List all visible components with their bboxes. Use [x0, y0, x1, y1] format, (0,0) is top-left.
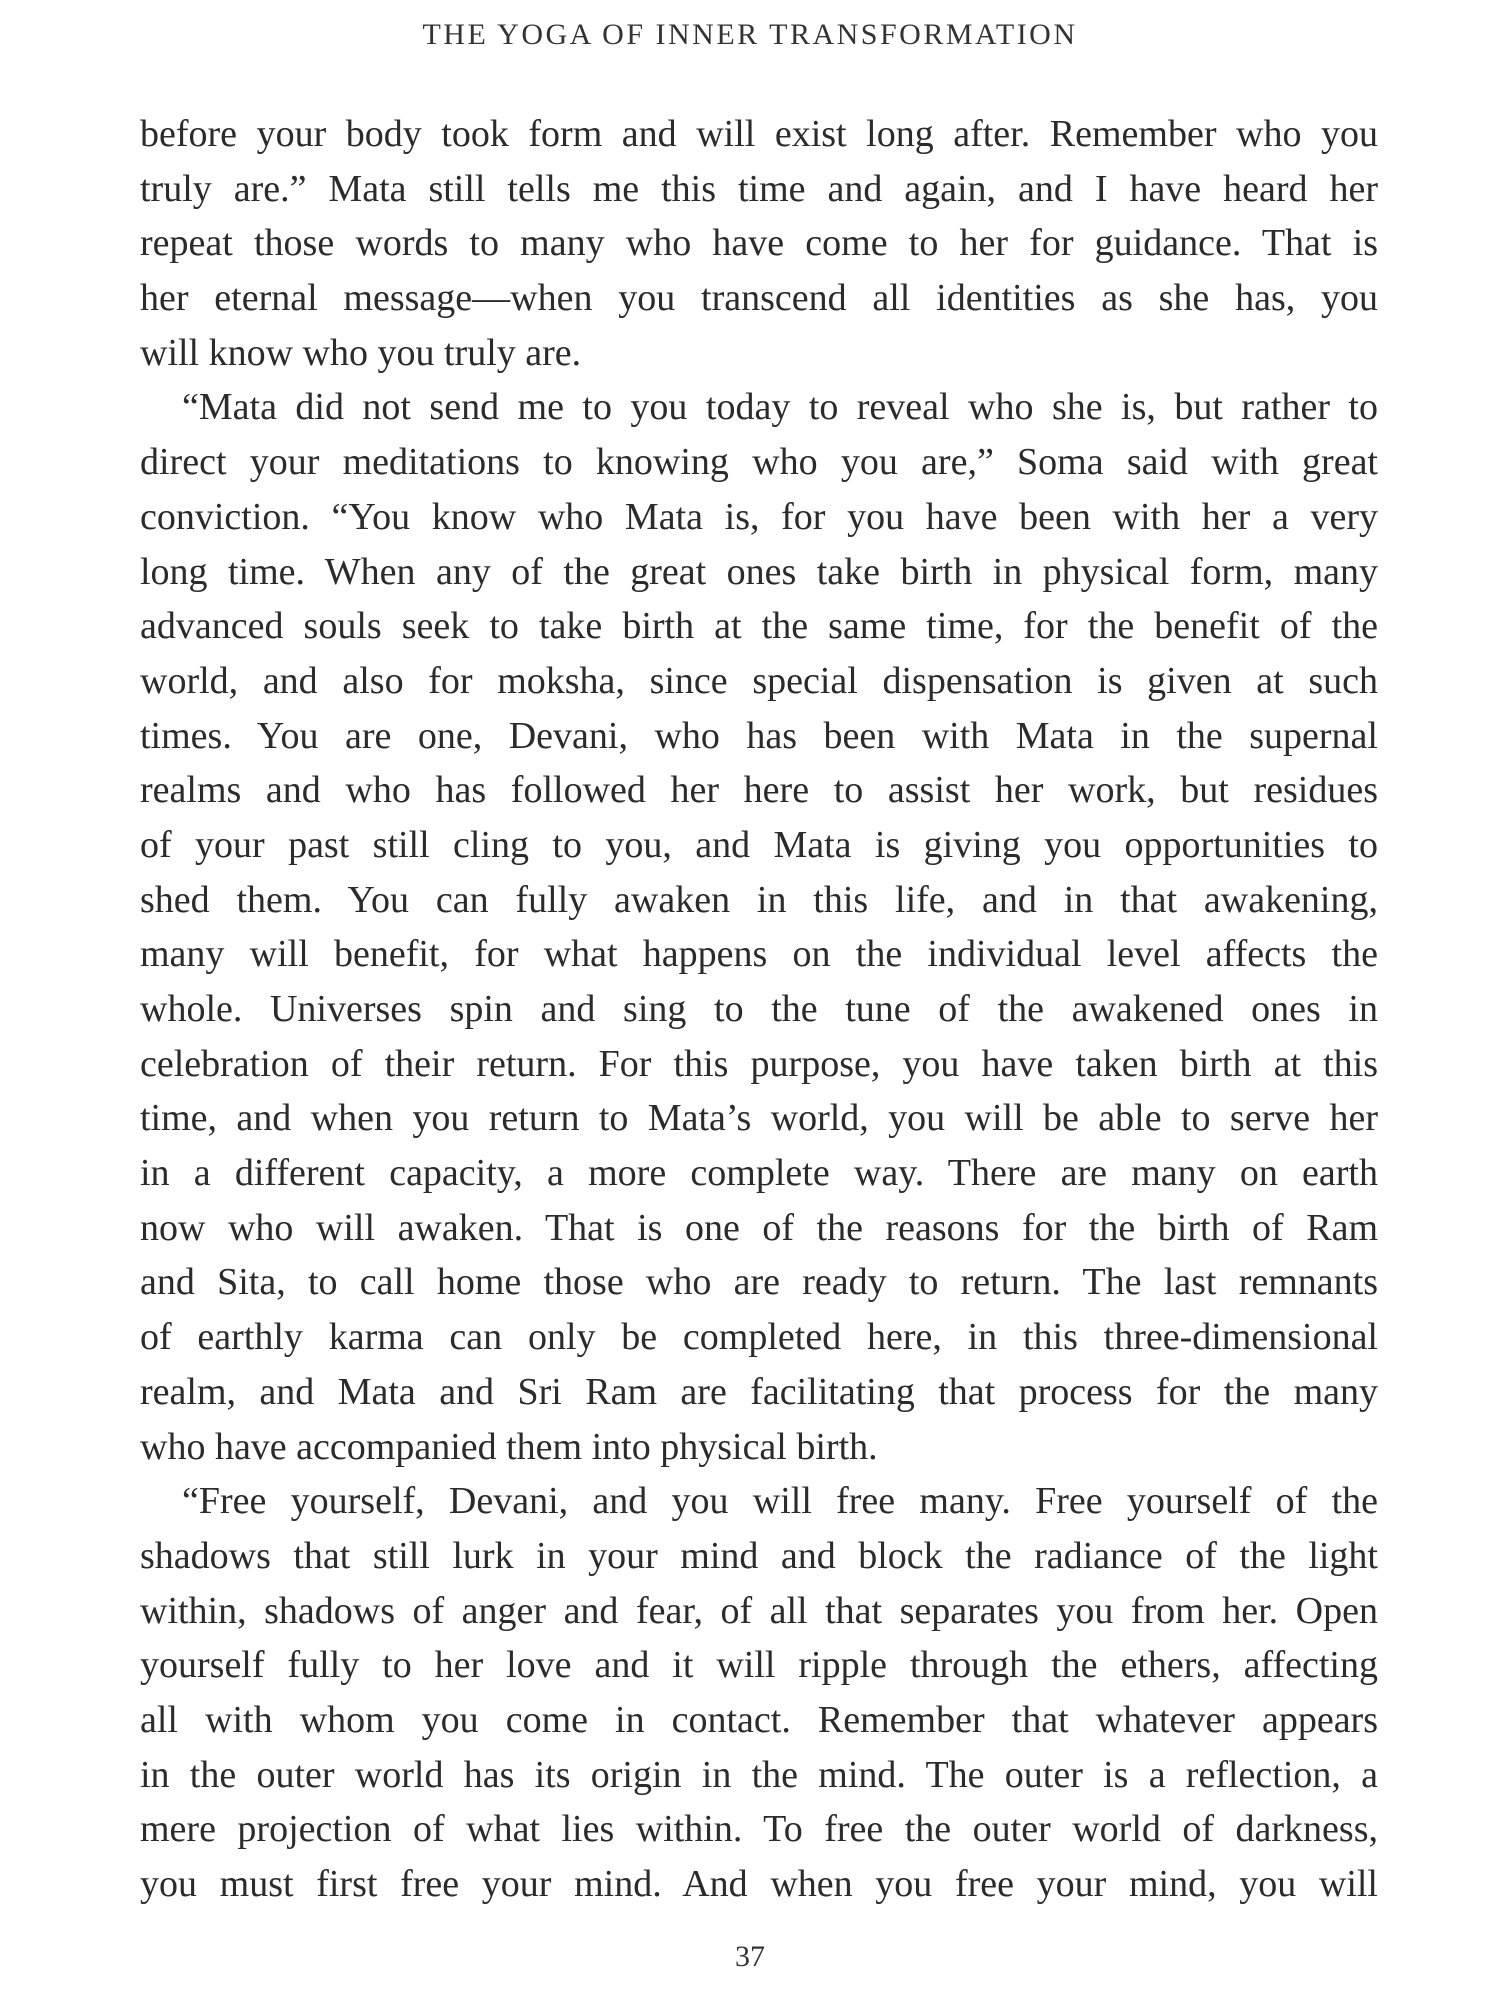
text-line: who have accompanied them into physical birth.	[140, 1425, 878, 1468]
text-line: celebration of their return. For this purpose, you have taken birth at this	[140, 1042, 1378, 1085]
text-line: whole. Universes spin and sing to the tune of the awakened ones in	[140, 988, 1378, 1030]
body-text	[140, 107, 1378, 1912]
running-head: THE YOGA OF INNER TRANSFORMATION	[422, 18, 1078, 51]
text-line: you must first free your mind. And when you free your mind, you will	[140, 1863, 1378, 1905]
text-line: time, and when you return to Mata’s world, you will be able to serve her	[140, 1097, 1378, 1140]
page-number: 37	[735, 1940, 765, 1973]
text-line: yourself fully to her love and it will ripple through the ethers, affecting	[140, 1644, 1378, 1687]
text-line: long time. When any of the great ones take birth in physical form, many	[140, 550, 1378, 593]
text-line: mere projection of what lies within. To free the outer world of darkness,	[140, 1808, 1378, 1851]
text-line: many will benefit, for what happens on the individual level affects the	[140, 933, 1378, 976]
text-line: advanced souls seek to take birth at the same time, for the benefit of the	[140, 605, 1378, 648]
text-line: of your past still cling to you, and Mata is giving you opportunities to	[140, 823, 1378, 866]
paragraph-first-line: “Mata did not send me to you today to reveal who she is, but rather to	[182, 386, 1378, 429]
text-line: before your body took form and will exist long after. Remember who you	[140, 113, 1378, 155]
text-line: direct your meditations to knowing who you are,” Soma said with great	[140, 441, 1378, 484]
text-line: times. You are one, Devani, who has been with Mata in the supernal	[140, 714, 1378, 757]
text-line: within, shadows of anger and fear, of all that separates you from her. Open	[140, 1589, 1378, 1632]
text-line: repeat those words to many who have come to her for guidance. That is	[140, 222, 1378, 265]
text-line: shadows that still lurk in your mind and block the radiance of the light	[140, 1534, 1378, 1577]
text-line: in the outer world has its origin in the mind. The outer is a reflection, a	[140, 1753, 1378, 1796]
text-line: her eternal message—when you transcend all identities as she has, you	[140, 277, 1378, 320]
text-line: all with whom you come in contact. Remember that whatever appears	[140, 1698, 1378, 1741]
text-line: in a different capacity, a more complete way. There are many on earth	[140, 1152, 1378, 1195]
text-line: shed them. You can fully awaken in this life, and in that awakening,	[140, 878, 1378, 921]
text-line: conviction. “You know who Mata is, for you have been with her a very	[140, 495, 1378, 538]
text-line: truly are.” Mata still tells me this time and again, and I have heard her	[140, 167, 1378, 210]
text-line: realm, and Mata and Sri Ram are facilitating that process for the many	[140, 1370, 1378, 1413]
text-line: of earthly karma can only be completed here, in this three-dimensional	[140, 1316, 1378, 1359]
text-line: realms and who has followed her here to assist her work, but residues	[140, 769, 1378, 812]
text-line: now who will awaken. That is one of the reasons for the birth of Ram	[140, 1206, 1378, 1249]
paragraph-first-line: “Free yourself, Devani, and you will free many. Free yourself of the	[182, 1480, 1378, 1523]
text-line: and Sita, to call home those who are ready to return. The last remnants	[140, 1261, 1378, 1304]
text-line: will know who you truly are.	[140, 331, 582, 374]
text-line: world, and also for moksha, since special dispensation is given at such	[140, 659, 1378, 702]
